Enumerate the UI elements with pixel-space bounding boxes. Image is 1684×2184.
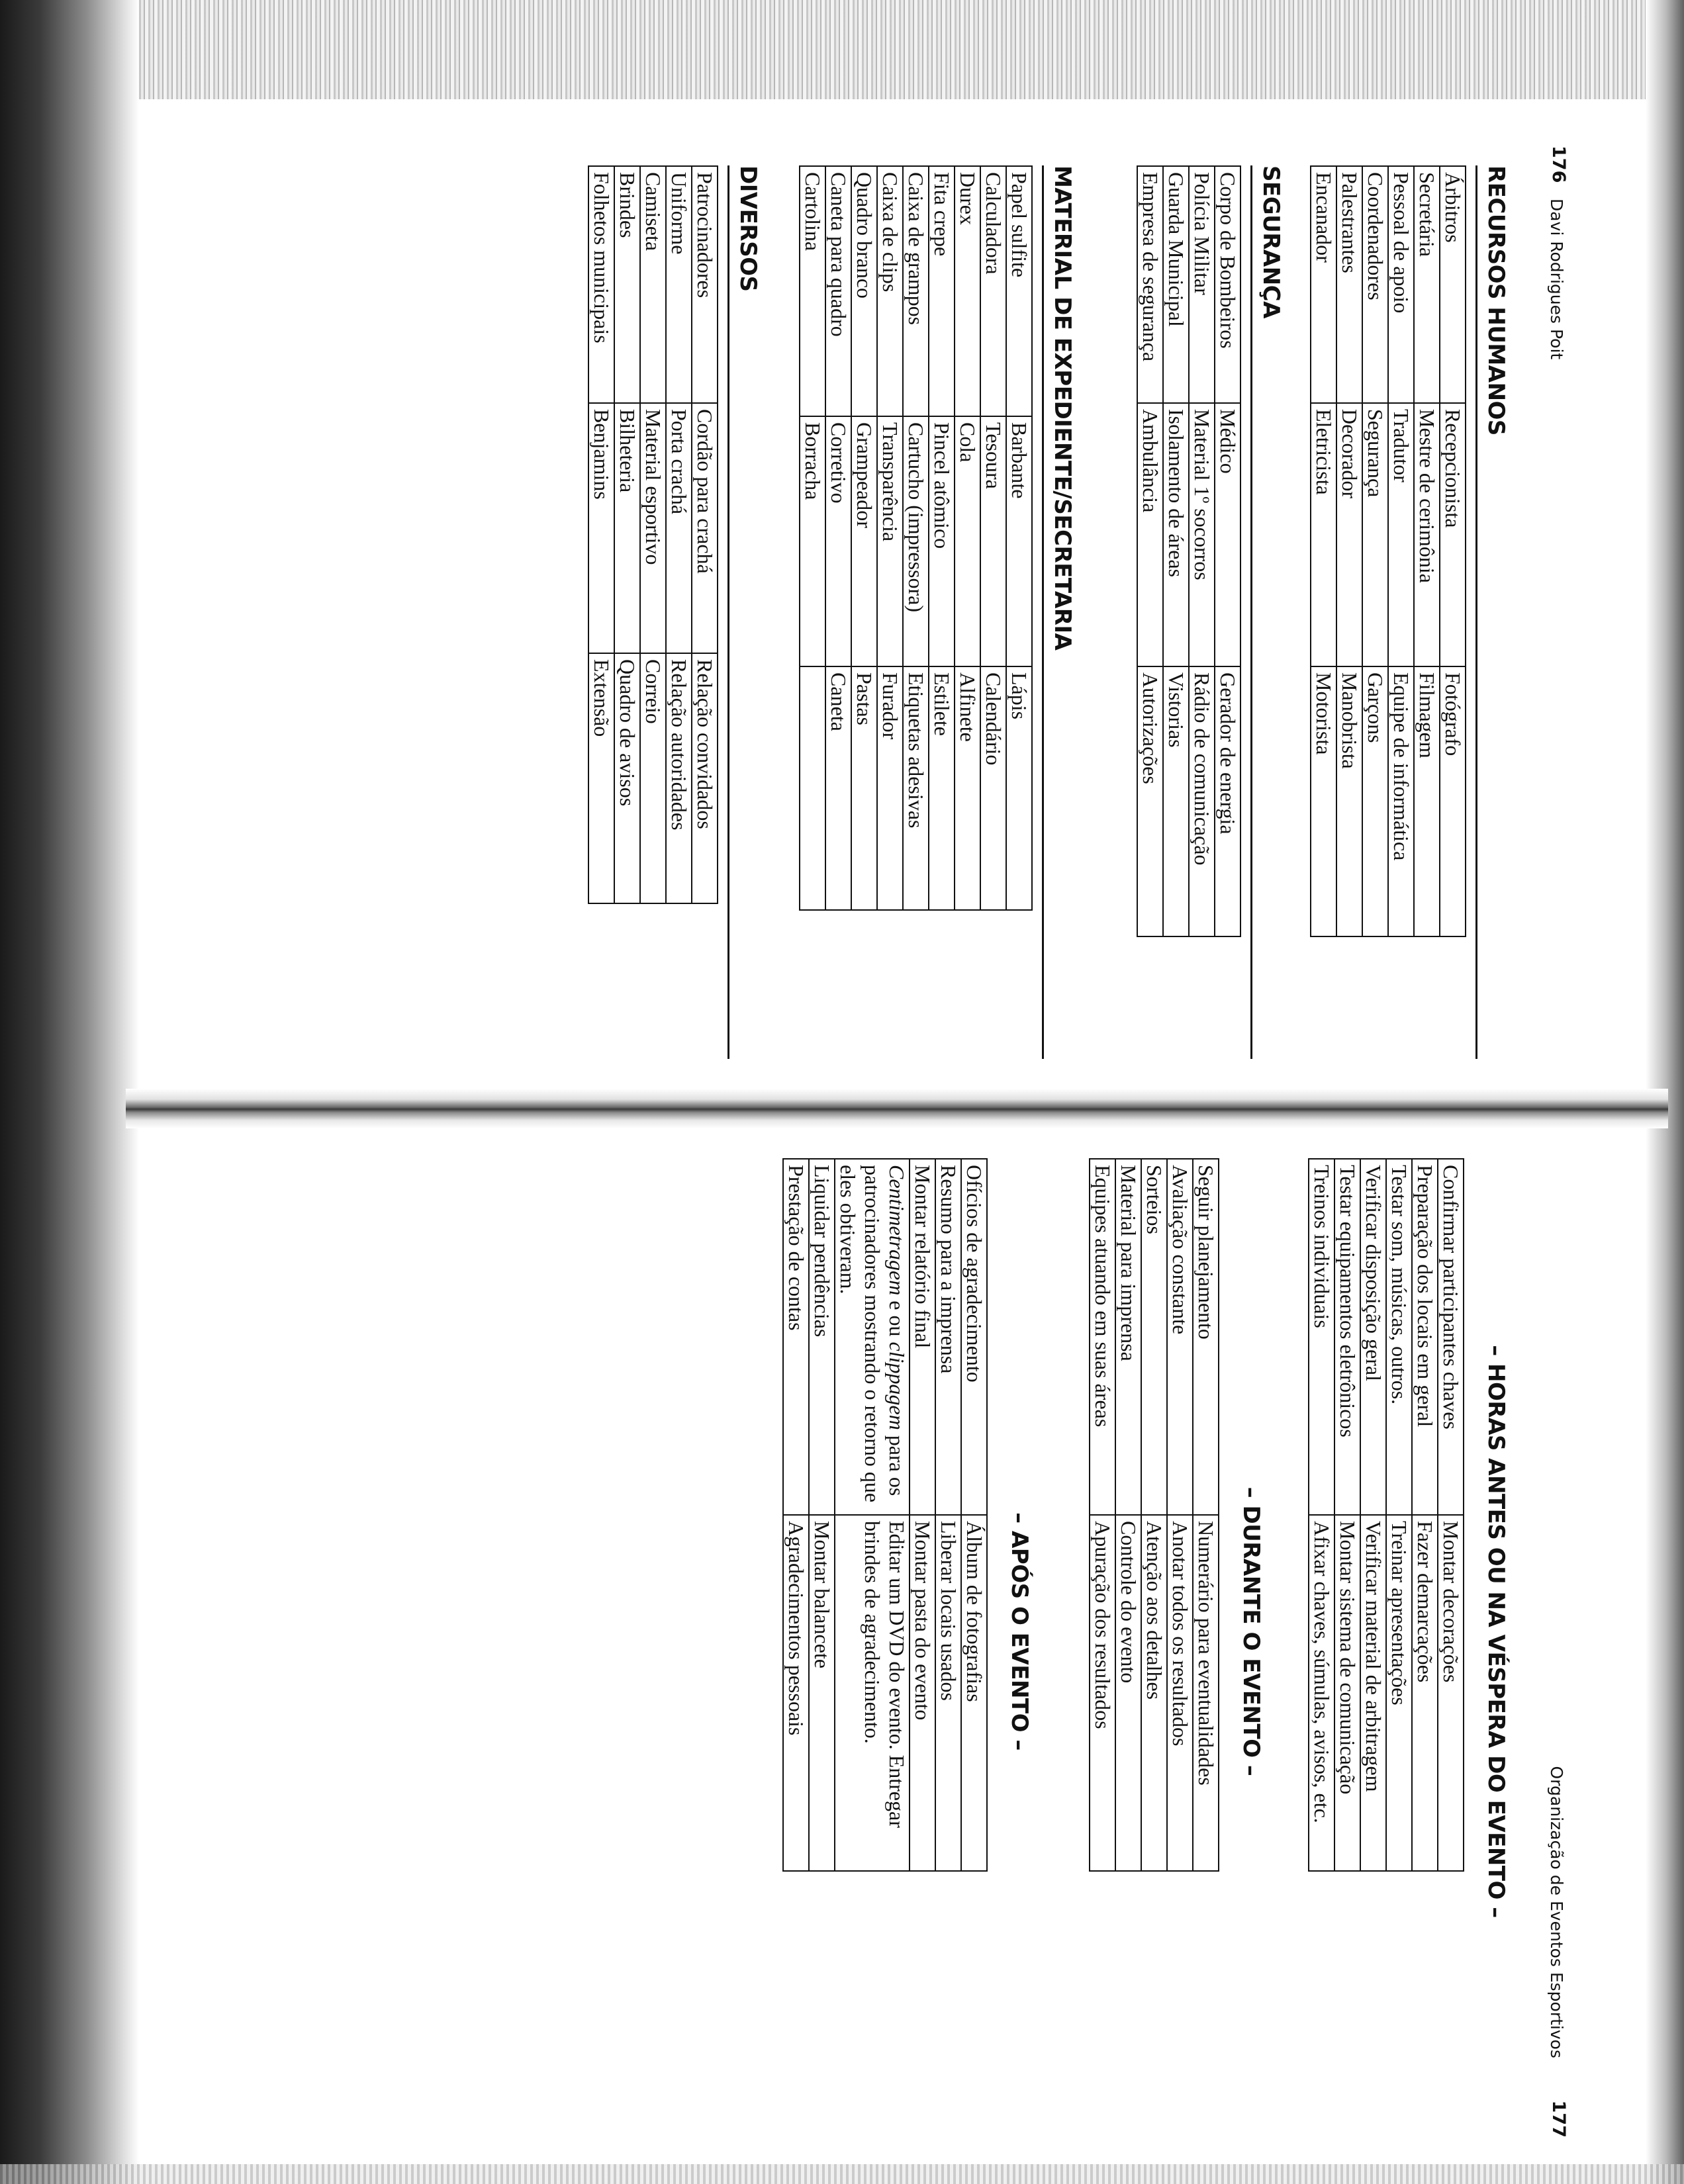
table-row bbox=[666, 166, 692, 903]
table-row bbox=[1309, 1159, 1334, 1871]
table-row bbox=[825, 166, 851, 910]
table-row bbox=[1438, 1159, 1464, 1871]
table-cell: Montar decorações bbox=[1438, 1515, 1464, 1871]
table-cell: Fotógrafo bbox=[1440, 666, 1466, 936]
table-cell: Relação autoridades bbox=[666, 653, 692, 903]
table-cell: Cartucho (impressora) bbox=[903, 416, 929, 666]
table-cell: Caixa de grampos bbox=[903, 166, 929, 416]
table-cell: Controle do evento bbox=[1115, 1515, 1141, 1871]
table-row bbox=[1336, 166, 1362, 936]
apos-table bbox=[782, 1158, 988, 1872]
table-cell: Seguir planejamento bbox=[1193, 1159, 1219, 1515]
durante-section bbox=[1089, 1158, 1264, 2105]
table-cell: Ambulância bbox=[1137, 403, 1163, 666]
table-cell: Pessoal de apoio bbox=[1388, 166, 1414, 403]
table-cell: Montar relatório final bbox=[910, 1159, 935, 1515]
section-title: – HORAS ANTES OU NA VÉSPERA DO EVENTO – bbox=[1483, 1345, 1509, 1918]
table-row bbox=[640, 166, 666, 903]
table-row bbox=[1414, 166, 1440, 936]
table-cell: Empresa de segurança bbox=[1137, 166, 1163, 403]
table-cell: Liquidar pendências bbox=[809, 1159, 835, 1515]
table-row bbox=[1189, 166, 1215, 936]
cell-text: para os patrocinadores mostrando o retorno que eles obtiveram. bbox=[836, 1165, 909, 1503]
diversos-section bbox=[588, 165, 761, 1059]
table-row bbox=[1440, 166, 1466, 936]
page-number: 176 bbox=[1548, 146, 1569, 183]
table-row bbox=[955, 166, 980, 910]
table-cell: Garçons bbox=[1362, 666, 1388, 936]
recursos-humanos-section bbox=[1310, 165, 1509, 1059]
table-cell: Uniforme bbox=[666, 166, 692, 403]
table-cell: Testar som, músicas, outros. bbox=[1386, 1159, 1412, 1515]
table-row bbox=[835, 1159, 910, 1871]
table-cell: Fazer demarcações bbox=[1412, 1515, 1438, 1871]
table-cell: Árbitros bbox=[1440, 166, 1466, 403]
table-cell: Agradecimentos pessoais bbox=[783, 1515, 809, 1871]
table-row bbox=[961, 1159, 987, 1871]
table-cell: Autorizações bbox=[1137, 666, 1163, 936]
table-cell: Caixa de clips bbox=[877, 166, 903, 416]
table-cell: Bilheteria bbox=[614, 403, 640, 653]
table-cell: Tradutor bbox=[1388, 403, 1414, 666]
running-head: Organização de Eventos Esportivos bbox=[1547, 1766, 1566, 2058]
table-row bbox=[1360, 1159, 1386, 1871]
page-number: 177 bbox=[1548, 2100, 1569, 2138]
left-page bbox=[86, 40, 1575, 1085]
table-cell: Segurança bbox=[1362, 403, 1388, 666]
table-row bbox=[1006, 166, 1032, 910]
table-cell: Pastas bbox=[851, 666, 877, 910]
table-cell: Borracha bbox=[800, 416, 825, 666]
table-cell: Apuração dos resultados bbox=[1090, 1515, 1115, 1871]
table-cell: Vistorias bbox=[1163, 666, 1189, 936]
table-cell: Montar sistema de comunicação bbox=[1334, 1515, 1360, 1871]
section-title: MATERIAL DE EXPEDIENTE/SECRETARIA bbox=[1042, 165, 1076, 1059]
table-cell: Alfinete bbox=[955, 666, 980, 910]
table-cell: Correio bbox=[640, 653, 666, 903]
table-cell: Sorteios bbox=[1141, 1159, 1167, 1515]
section-title: – APÓS O EVENTO – bbox=[1006, 1512, 1033, 1751]
table-cell: Secretária bbox=[1414, 166, 1440, 403]
table-cell: Treinos individuais bbox=[1309, 1159, 1334, 1515]
table-cell: Grampeador bbox=[851, 416, 877, 666]
table-cell: Isolamento de áreas bbox=[1163, 403, 1189, 666]
table-cell: Anotar todos os resultados bbox=[1167, 1515, 1193, 1871]
section-title: RECURSOS HUMANOS bbox=[1475, 165, 1509, 1059]
table-row bbox=[1163, 166, 1189, 936]
table-cell: Tesoura bbox=[980, 416, 1006, 666]
cell-text: e ou bbox=[885, 1295, 909, 1342]
table-cell: Liberar locais usados bbox=[935, 1515, 961, 1871]
table-row bbox=[929, 166, 955, 910]
table-cell: Preparação dos locais em geral bbox=[1412, 1159, 1438, 1515]
table-row bbox=[1193, 1159, 1219, 1871]
table-cell: Gerador de energia bbox=[1215, 666, 1240, 936]
table-row bbox=[1386, 1159, 1412, 1871]
table-cell: Cola bbox=[955, 416, 980, 666]
section-title: DIVERSOS bbox=[727, 165, 761, 1059]
table-cell: Mestre de cerimônia bbox=[1414, 403, 1440, 666]
table-row bbox=[800, 166, 825, 910]
table-row bbox=[877, 166, 903, 910]
table-cell: Testar equipamentos eletrônicos bbox=[1334, 1159, 1360, 1515]
material-expediente-table bbox=[799, 165, 1033, 911]
table-cell: Afixar chaves, súmulas, avisos, etc. bbox=[1309, 1515, 1334, 1871]
table-cell: Guarda Municipal bbox=[1163, 166, 1189, 403]
table-row bbox=[1137, 166, 1163, 936]
table-row bbox=[783, 1159, 809, 1871]
left-page-header bbox=[1536, 40, 1575, 1085]
table-cell: Álbum de fotografias bbox=[961, 1515, 987, 1871]
table-cell: Filmagem bbox=[1414, 666, 1440, 936]
table-cell bbox=[835, 1159, 910, 1515]
table-row bbox=[588, 166, 614, 903]
table-cell: Calculadora bbox=[980, 166, 1006, 416]
table-cell: Furador bbox=[877, 666, 903, 910]
horas-antes-table bbox=[1308, 1158, 1464, 1872]
table-cell: Equipe de informática bbox=[1388, 666, 1414, 936]
seguranca-table bbox=[1137, 165, 1241, 937]
table-cell: Avaliação constante bbox=[1167, 1159, 1193, 1515]
table-cell: Relação convidados bbox=[692, 653, 718, 903]
right-page-header bbox=[1536, 1118, 1575, 2164]
running-head: Davi Rodrigues Poit bbox=[1547, 199, 1566, 360]
table-cell: Barbante bbox=[1006, 416, 1032, 666]
table-row bbox=[935, 1159, 961, 1871]
table-cell: Equipes atuando em suas áreas bbox=[1090, 1159, 1115, 1515]
table-cell: Editar um DVD do evento. Entregar brindes de agradecimento. bbox=[835, 1515, 910, 1871]
table-cell: Decorador bbox=[1336, 403, 1362, 666]
table-row bbox=[910, 1159, 935, 1871]
table-cell: Extensão bbox=[588, 653, 614, 903]
table-row bbox=[1167, 1159, 1193, 1871]
table-cell: Patrocinadores bbox=[692, 166, 718, 403]
table-cell: Treinar apresentações bbox=[1386, 1515, 1412, 1871]
table-cell: Material para imprensa bbox=[1115, 1159, 1141, 1515]
table-cell: Cartolina bbox=[800, 166, 825, 416]
material-expediente-section bbox=[799, 165, 1076, 1059]
table-row bbox=[980, 166, 1006, 910]
table-cell: Material esportivo bbox=[640, 403, 666, 653]
table-cell bbox=[800, 666, 825, 910]
table-cell: Transparência bbox=[877, 416, 903, 666]
recursos-humanos-table bbox=[1310, 165, 1466, 937]
durante-table bbox=[1089, 1158, 1219, 1872]
table-cell: Montar balancete bbox=[809, 1515, 835, 1871]
table-cell: Quadro branco bbox=[851, 166, 877, 416]
table-cell: Cordão para crachá bbox=[692, 403, 718, 653]
table-cell: Médico bbox=[1215, 403, 1240, 666]
cell-text-italic: Centimetragem bbox=[885, 1165, 909, 1296]
table-cell: Palestrantes bbox=[1336, 166, 1362, 403]
table-cell: Corpo de Bombeiros bbox=[1215, 166, 1240, 403]
table-cell: Polícia Militar bbox=[1189, 166, 1215, 403]
table-cell: Coordenadores bbox=[1362, 166, 1388, 403]
apos-section bbox=[782, 1158, 1033, 2105]
table-cell: Porta crachá bbox=[666, 403, 692, 653]
table-row bbox=[1388, 166, 1414, 936]
table-cell: Montar pasta do evento bbox=[910, 1515, 935, 1871]
table-cell: Numerário para eventualidades bbox=[1193, 1515, 1219, 1871]
table-cell: Benjamins bbox=[588, 403, 614, 653]
table-cell: Material 1º socorros bbox=[1189, 403, 1215, 666]
table-cell: Folhetos municipais bbox=[588, 166, 614, 403]
table-cell: Recepcionista bbox=[1440, 403, 1466, 666]
table-cell: Atenção aos detalhes bbox=[1141, 1515, 1167, 1871]
seguranca-section bbox=[1137, 165, 1284, 1059]
table-cell: Fita crepe bbox=[929, 166, 955, 416]
table-row bbox=[1115, 1159, 1141, 1871]
table-cell: Encanador bbox=[1311, 166, 1336, 403]
table-row bbox=[692, 166, 718, 903]
table-cell: Papel sulfite bbox=[1006, 166, 1032, 416]
table-cell: Verificar disposição geral bbox=[1360, 1159, 1386, 1515]
table-row bbox=[851, 166, 877, 910]
scan-bottom-band bbox=[0, 2164, 1684, 2184]
table-row bbox=[1311, 166, 1336, 936]
table-row bbox=[1334, 1159, 1360, 1871]
table-cell: Verificar material de arbitragem bbox=[1360, 1515, 1386, 1871]
table-cell: Eletricista bbox=[1311, 403, 1336, 666]
table-cell: Resumo para a imprensa bbox=[935, 1159, 961, 1515]
table-row bbox=[809, 1159, 835, 1871]
table-cell: Calendário bbox=[980, 666, 1006, 910]
table-cell: Ofícios de agradecimento bbox=[961, 1159, 987, 1515]
right-page bbox=[86, 1118, 1575, 2164]
table-cell: Etiquetas adesivas bbox=[903, 666, 929, 910]
table-row bbox=[614, 166, 640, 903]
horas-antes-section bbox=[1308, 1158, 1509, 2105]
table-cell: Manobrista bbox=[1336, 666, 1362, 936]
table-cell: Prestação de contas bbox=[783, 1159, 809, 1515]
table-cell: Quadro de avisos bbox=[614, 653, 640, 903]
table-cell: Rádio de comunicação bbox=[1189, 666, 1215, 936]
diversos-table bbox=[588, 165, 718, 904]
section-title: – DURANTE O EVENTO – bbox=[1238, 1486, 1264, 1776]
table-row bbox=[903, 166, 929, 910]
table-cell: Corretivo bbox=[825, 416, 851, 666]
section-title: SEGURANÇA bbox=[1250, 165, 1284, 1059]
table-cell: Camiseta bbox=[640, 166, 666, 403]
table-row bbox=[1412, 1159, 1438, 1871]
table-cell: Durex bbox=[955, 166, 980, 416]
table-cell: Pincel atômico bbox=[929, 416, 955, 666]
table-row bbox=[1141, 1159, 1167, 1871]
table-cell: Brindes bbox=[614, 166, 640, 403]
table-cell: Caneta para quadro bbox=[825, 166, 851, 416]
table-cell: Lápis bbox=[1006, 666, 1032, 910]
table-row bbox=[1090, 1159, 1115, 1871]
table-cell: Caneta bbox=[825, 666, 851, 910]
table-row bbox=[1215, 166, 1240, 936]
table-row bbox=[1362, 166, 1388, 936]
table-cell: Motorista bbox=[1311, 666, 1336, 936]
cell-text-italic: clippagem bbox=[885, 1342, 909, 1430]
table-cell: Estilete bbox=[929, 666, 955, 910]
table-cell: Confirmar participantes chaves bbox=[1438, 1159, 1464, 1515]
